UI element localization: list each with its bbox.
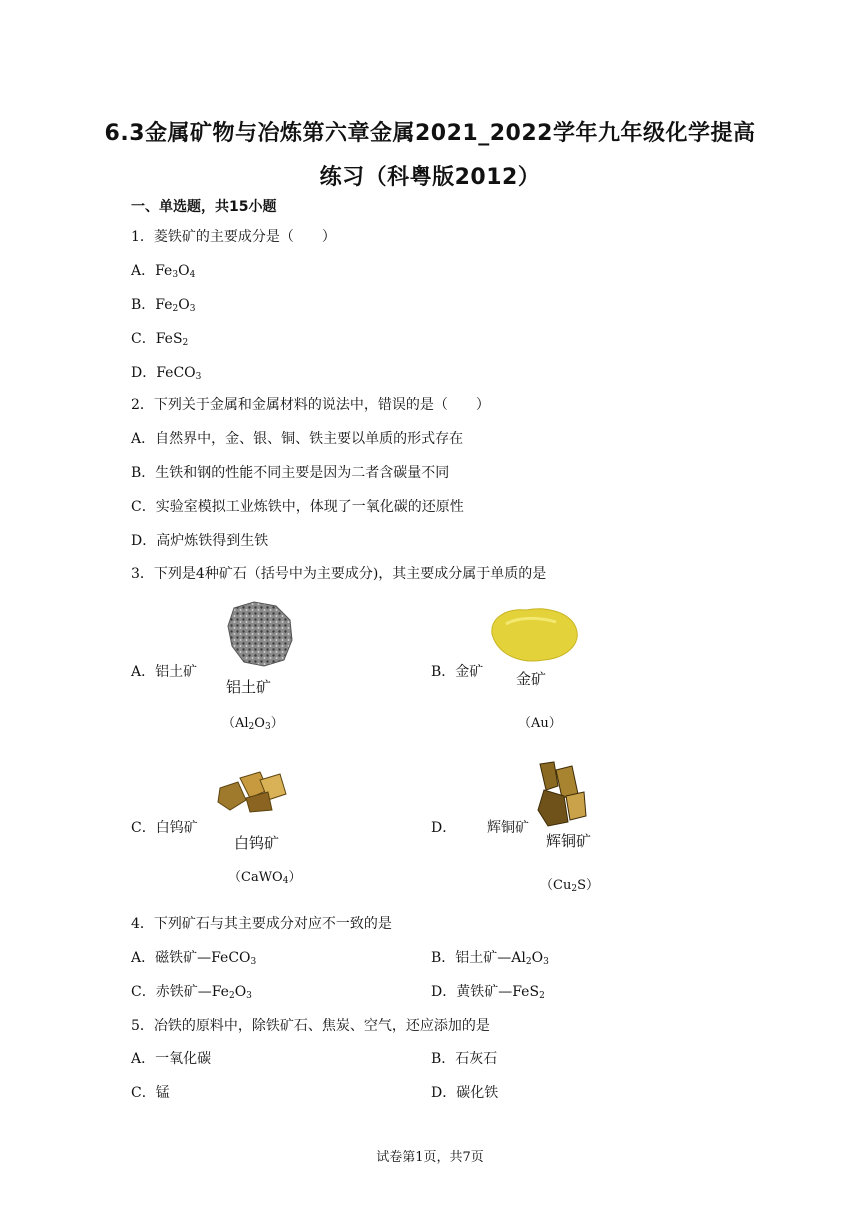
q4-option-a[interactable]: A．磁铁矿—FeCO$_3$ <box>131 950 257 967</box>
bauxite-image-label: 铝土矿 <box>226 678 272 696</box>
q5-option-b[interactable]: B．石灰石 <box>431 1051 498 1067</box>
scheelite-formula: （CaWO$_4$） <box>228 870 302 886</box>
q5-option-c[interactable]: C．锰 <box>131 1085 170 1101</box>
q1-option-a[interactable]: A．$Fe_3O_4$ <box>131 263 196 280</box>
gold-ore-formula: （Au） <box>518 716 562 731</box>
q2-stem: 2．下列关于金属和金属材料的说法中，错误的是（ ） <box>131 397 490 413</box>
q3-option-b[interactable]: B．金矿 <box>431 664 484 680</box>
gold-ore-image <box>486 604 582 664</box>
q5-option-a[interactable]: A．一氧化碳 <box>131 1051 212 1067</box>
q4-option-d[interactable]: D．黄铁矿—FeS$_2$ <box>431 984 545 1001</box>
bauxite-formula: $(Al_2O_3)$ <box>222 716 284 732</box>
q3-option-c[interactable]: C．白钨矿 <box>131 820 198 836</box>
q1-option-b[interactable]: B．$Fe_2O_3$ <box>131 297 196 314</box>
q3-option-d[interactable]: D． <box>431 820 457 836</box>
q3-option-a[interactable]: A．铝土矿 <box>131 664 198 680</box>
gold-ore-image-label: 金矿 <box>516 670 547 688</box>
page-footer: 试卷第1页，共7页 <box>376 1150 484 1165</box>
q1-option-d[interactable]: D．FeCO$_3$ <box>131 365 202 382</box>
q2-option-d[interactable]: D．高炉炼铁得到生铁 <box>131 533 269 549</box>
scheelite-image <box>216 770 288 814</box>
title-line-2: 练习（科粤版2012） <box>319 165 541 190</box>
q1-stem: 1．菱铁矿的主要成分是（ ） <box>131 229 336 245</box>
q5-option-d[interactable]: D．碳化铁 <box>431 1085 499 1101</box>
q4-option-c[interactable]: C．赤铁矿$—Fe_2O_3$ <box>131 984 252 1001</box>
scheelite-image-label: 白钨矿 <box>234 834 280 852</box>
q1-option-c[interactable]: C．FeS$_2$ <box>131 331 189 348</box>
chalcocite-image-label: 辉铜矿 <box>546 832 592 850</box>
q4-option-b[interactable]: B．铝土矿$—Al_2O_3$ <box>431 950 549 967</box>
q4-stem: 4．下列矿石与其主要成分对应不一致的是 <box>131 916 392 932</box>
title-line-1: 6.3金属矿物与冶炼第六章金属2021_2022学年九年级化学提高 <box>104 121 756 146</box>
q3-option-d-name: 辉铜矿 <box>487 820 529 836</box>
q2-option-c[interactable]: C．实验室模拟工业炼铁中，体现了一氧化碳的还原性 <box>131 499 464 515</box>
q2-option-a[interactable]: A．自然界中，金、银、铜、铁主要以单质的形式存在 <box>131 431 464 447</box>
bauxite-image <box>224 600 296 668</box>
q2-option-b[interactable]: B．生铁和钢的性能不同主要是因为二者含碳量不同 <box>131 465 450 481</box>
section-header: 一、单选题，共15小题 <box>131 199 277 215</box>
chalcocite-formula: $(Cu_2S)$ <box>540 878 599 894</box>
chalcocite-image <box>530 760 590 828</box>
q5-stem: 5．冶铁的原料中，除铁矿石、焦炭、空气，还应添加的是 <box>131 1018 490 1034</box>
q3-stem: 3．下列是4种矿石（括号中为主要成分)，其主要成分属于单质的是 <box>131 566 547 582</box>
